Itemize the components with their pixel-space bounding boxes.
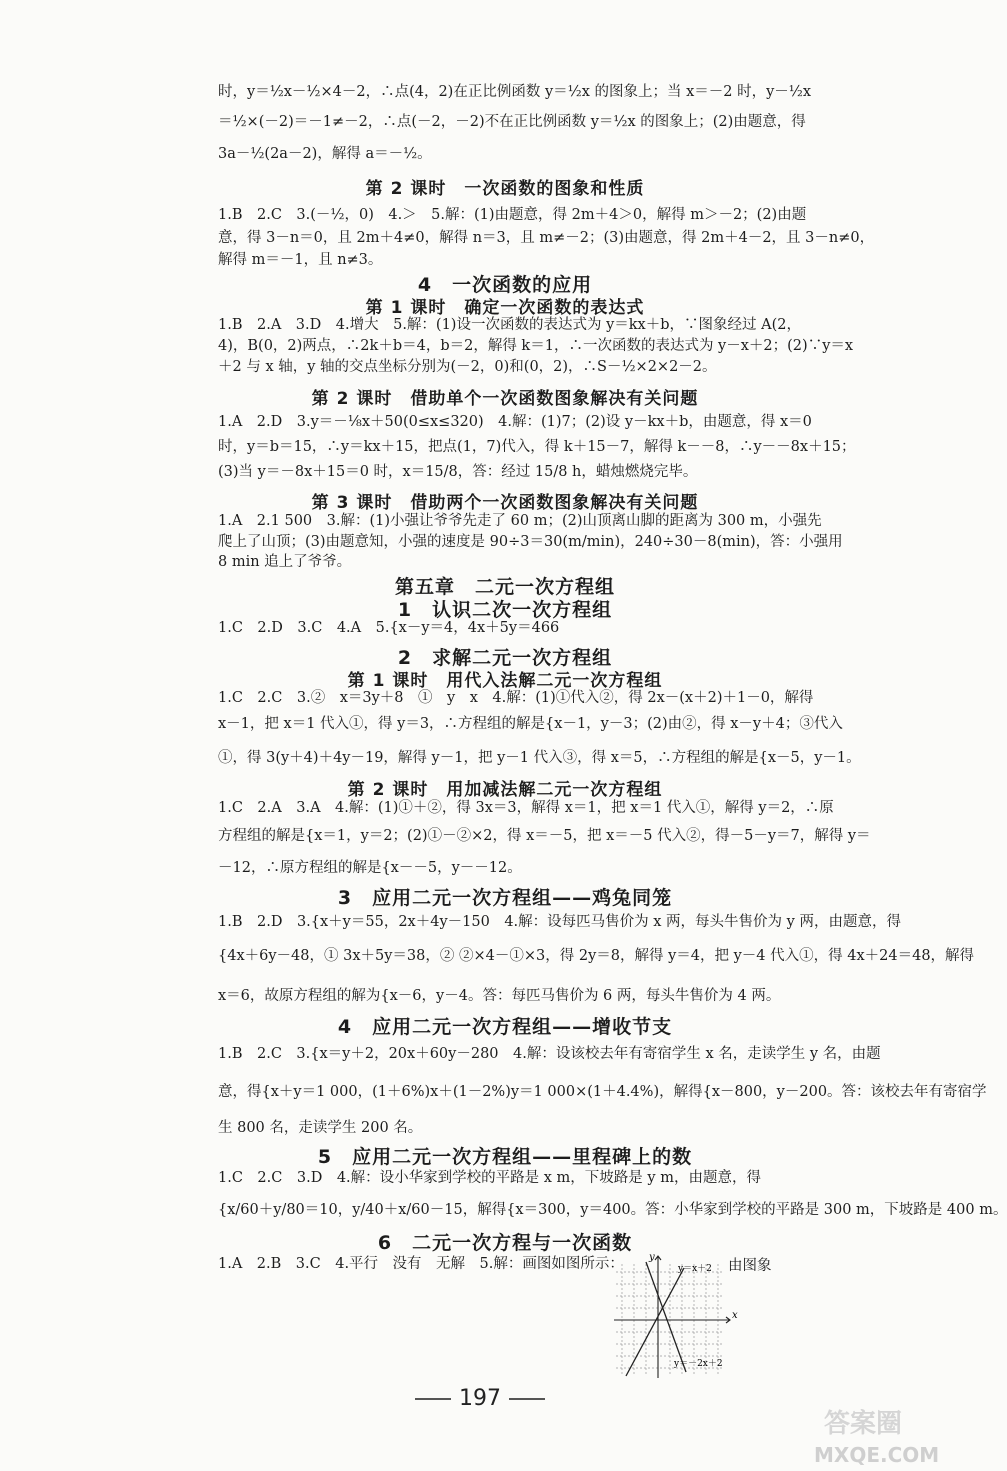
section-heading: 1 认识二次一次方程组 <box>397 599 613 621</box>
text-line: 意，得{x＋y＝1 000，(1＋6%)x＋(1－2%)y＝1 000×(1＋4.4%)，解得{x－800，y－200。答：该校去年有寄宿学 <box>218 1084 987 1100</box>
text-line: {4x＋6y－48，① 3x＋5y＝38，② ②×4－①×3，得 2y＝8，解得 y＝4，把 y－4 代入①，得 4x＋24＝48，解得 <box>218 948 975 964</box>
page-number <box>390 1386 570 1411</box>
section-heading: 第 3 课时 借助两个一次函数图象解决有关问题 <box>311 493 699 513</box>
text-line: ＋2 与 x 轴，y 轴的交点坐标分别为(－2，0)和(0，2)，∴S－½×2×2－2。 <box>218 359 717 375</box>
lower-line-label: y＝－2x＋2 <box>674 1359 723 1369</box>
text-line: 意，得 3－n＝0，且 2m＋4≠0，解得 n＝3，且 m≠－2；(3)由题意，得 2m＋4－2，且 3－n≠0， <box>218 230 875 246</box>
text-line: 解得 m＝－1，且 n≠3。 <box>218 252 383 268</box>
section-heading: 6 二元一次方程与一次函数 <box>377 1232 633 1254</box>
text-line: 3a－½(2a－2)，解得 a＝－½。 <box>218 146 432 162</box>
text-line: 1.B 2.D 3.{x＋y＝55，2x＋4y－150 4.解：设每匹马售价为 x 两，每头牛售价为 y 两，由题意，得 <box>218 914 901 930</box>
chapter-heading: 第五章 二元一次方程组 <box>394 576 615 598</box>
section-heading: 2 求解二元一次方程组 <box>397 647 613 669</box>
section-heading: 第 1 课时 确定一次函数的表达式 <box>365 298 645 318</box>
text-line: x＝6，故原方程组的解为{x－6，y－4。答：每匹马售价为 6 两，每头牛售价为 4 两。 <box>218 988 781 1004</box>
text-line: －12，∴原方程组的解是{x－－5，y－－12。 <box>218 860 522 876</box>
function-graph <box>612 1252 762 1382</box>
text-line: 时，y＝b＝15，∴y＝kx＋15，把点(1，7)代入，得 k＋15－7，解得 k－－8，∴y－－8x＋15； <box>218 439 856 455</box>
watermark-text: 答案圈 <box>824 1409 903 1439</box>
graph-grid <box>616 1264 724 1374</box>
text-line: 1.C 2.D 3.C 4.A 5.{x－y＝4，4x＋5y＝466 <box>218 620 560 636</box>
section-heading: 第 2 课时 用加减法解二元一次方程组 <box>347 780 663 800</box>
text-line: 1.A 2.1 500 3.解：(1)小强让爷爷先走了 60 m；(2)山顶离山脚的距离为 300 m，小强先 <box>218 513 822 529</box>
section-heading: 第 2 课时 一次函数的图象和性质 <box>365 179 645 199</box>
text-line: 1.A 2.B 3.C 4.平行 没有 无解 5.解：画图如图所示： <box>218 1256 624 1272</box>
text-line: 1.C 2.C 3.② x＝3y＋8 ① y x 4.解：(1)①代入②，得 2x－(x＋2)＋1－0，解得 <box>218 690 814 706</box>
y-axis-label: y <box>649 1252 655 1263</box>
section-heading: 4 一次函数的应用 <box>417 274 593 296</box>
text-line: ＝½×(－2)＝－1≠－2，∴点(－2，－2)不在正比例函数 y＝½x 的图象上；(2)由题意，得 <box>218 114 806 130</box>
page-number-text: 197 <box>459 1386 501 1411</box>
section-heading: 4 应用二元一次方程组——增收节支 <box>337 1016 673 1038</box>
section-heading: 5 应用二元一次方程组——里程碑上的数 <box>317 1146 693 1168</box>
text-line: 方程组的解是{x＝1，y＝2；(2)①－②×2，得 x＝－5，把 x＝－5 代入②，得－5－y＝7，解得 y＝ <box>218 828 871 844</box>
text-line: 1.B 2.A 3.D 4.增大 5.解：(1)设一次函数的表达式为 y＝kx＋b，∵图象经过 A(2， <box>218 317 801 333</box>
text-line: 1.A 2.D 3.y＝－⅛x＋50(0≤x≤320) 4.解：(1)7；(2)设 y－kx＋b，由题意，得 x＝0 <box>218 414 812 430</box>
text-line: 爬上了山顶；(3)由题意知，小强的速度是 90÷3＝30(m/min)，240÷30－8(min)，答：小强用 <box>218 534 843 550</box>
text-line: (3)当 y＝－8x＋15＝0 时，x＝15/8，答：经过 15/8 h，蜡烛燃烧完毕。 <box>218 464 698 480</box>
text-line: 时，y＝½x－½×4－2，∴点(4，2)在正比例函数 y＝½x 的图象上；当 x＝－2 时，y－½x <box>218 84 812 100</box>
text-line: 1.B 2.C 3.{x＝y＋2，20x＋60y－280 4.解：设该校去年有寄宿学生 x 名，走读学生 y 名，由题 <box>218 1046 881 1062</box>
text-line: 1.C 2.C 3.D 4.解：设小华家到学校的平路是 x m，下坡路是 y m，由题意，得 <box>218 1170 761 1186</box>
upper-line-label: y＝x＋2 <box>678 1264 712 1274</box>
text-line: {x/60＋y/80＝10，y/40＋x/60－15，解得{x＝300，y＝400。答：小华家到学校的平路是 300 m，下坡路是 400 m。 <box>218 1202 1007 1218</box>
section-heading: 3 应用二元一次方程组——鸡兔同笼 <box>337 887 673 909</box>
text-line: 生 800 名，走读学生 200 名。 <box>218 1120 423 1136</box>
text-line: 1.B 2.C 3.(－½，0) 4.＞ 5.解：(1)由题意，得 2m＋4＞0，解得 m＞－2；(2)由题 <box>218 207 807 223</box>
watermark-logo <box>812 1400 982 1468</box>
graph-note: 由图象 <box>728 1258 772 1274</box>
watermark-url: MXQE.COM <box>814 1443 940 1467</box>
text-line: ①，得 3(y＋4)＋4y－19，解得 y－1，把 y－1 代入③，得 x＝5，∴方程组的解是{x－5，y－1。 <box>218 750 861 766</box>
section-heading: 第 2 课时 借助单个一次函数图象解决有关问题 <box>311 389 699 409</box>
text-line: 4)，B(0，2)两点，∴2k＋b＝4，b＝2，解得 k＝1，∴一次函数的表达式为 y－x＋2；(2)∵y＝x <box>218 338 854 354</box>
line-y-minus-2x-plus-2 <box>646 1262 686 1372</box>
x-axis-label: x <box>732 1310 738 1321</box>
text-line: 8 min 追上了爷爷。 <box>218 554 352 570</box>
text-line: 1.C 2.A 3.A 4.解：(1)①＋②，得 3x＝3，解得 x＝1，把 x＝1 代入①，解得 y＝2，∴原 <box>218 800 834 816</box>
section-heading: 第 1 课时 用代入法解二元一次方程组 <box>347 671 663 691</box>
text-line: x－1，把 x＝1 代入①，得 y＝3，∴方程组的解是{x－1，y－3；(2)由②，得 x－y＋4；③代入 <box>218 716 843 732</box>
